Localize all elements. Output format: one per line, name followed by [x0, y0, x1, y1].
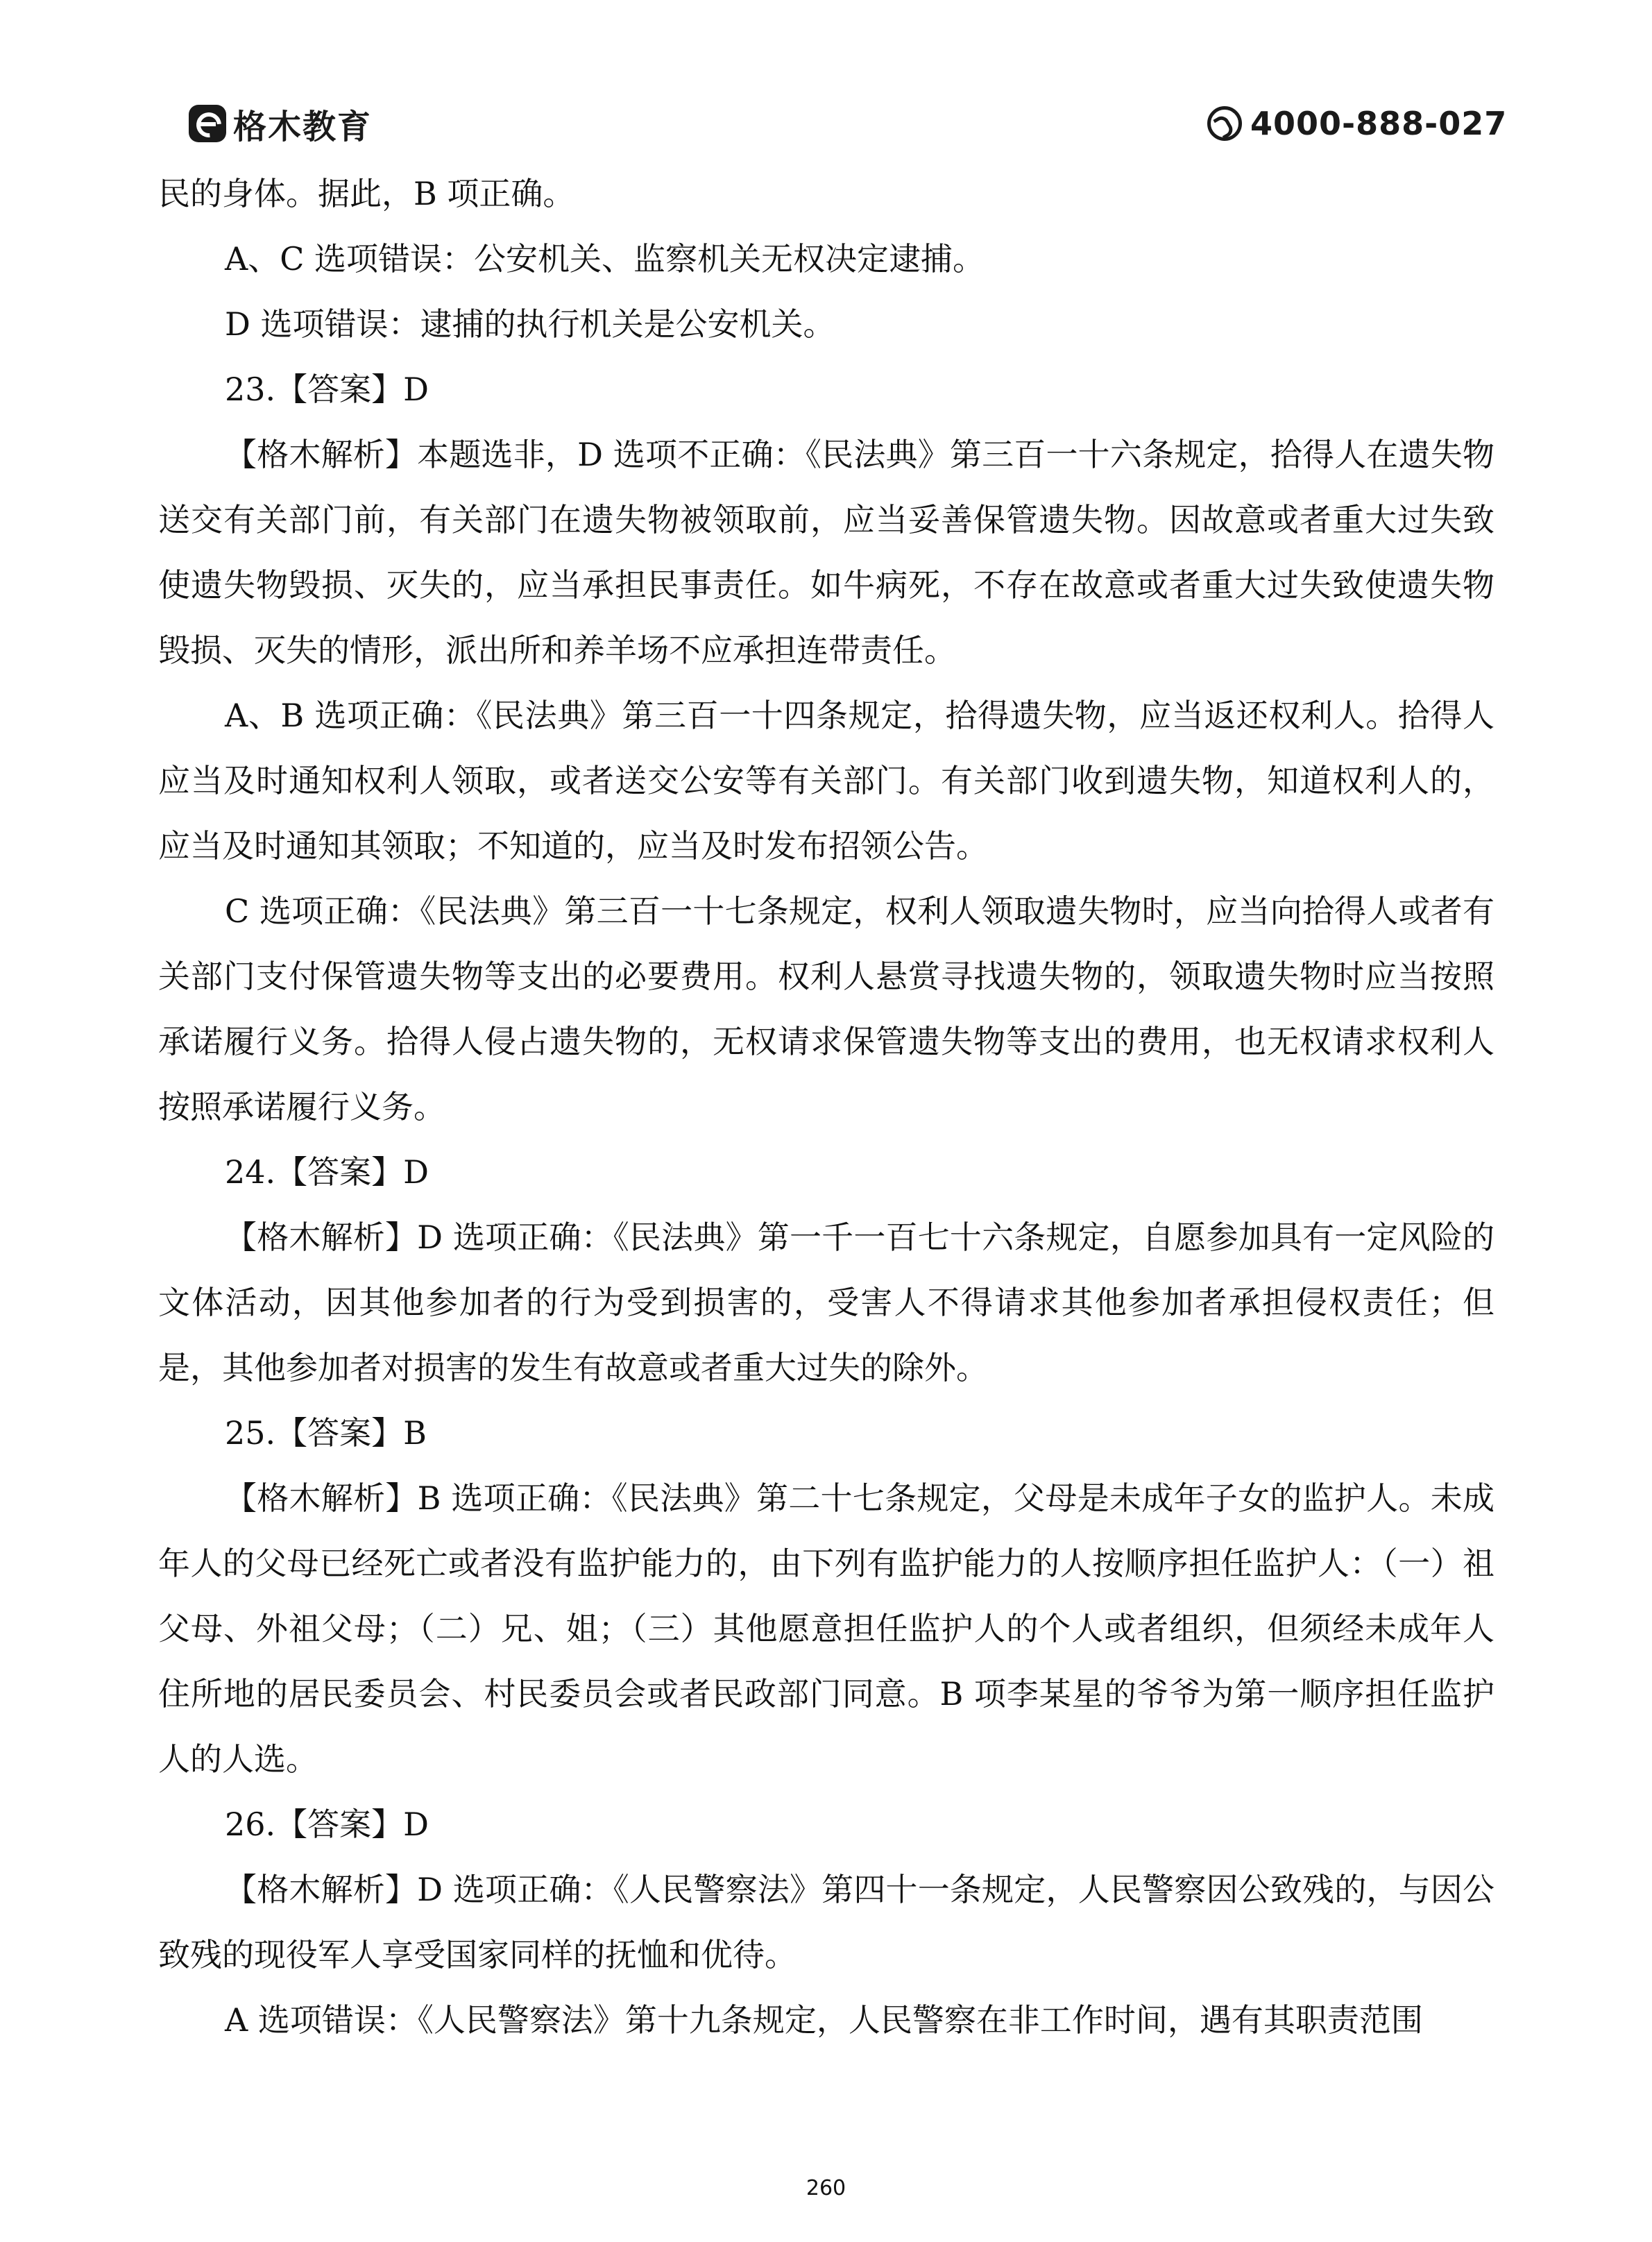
- logo-e-icon: [189, 105, 226, 142]
- page-header: [0, 0, 1652, 160]
- paragraph-continuation: 民的身体。据此，B 项正确。: [158, 175, 575, 212]
- paragraph: 【格木解析】D 选项正确：《人民警察法》第四十一条规定，人民警察因公致残的，与因公致残的现役军人享受国家同样的抚恤和优待。: [158, 1871, 1495, 1973]
- hotline: [1207, 101, 1507, 146]
- answer-heading-23: 23.【答案】D: [225, 371, 429, 408]
- paragraph: D 选项错误：逮捕的执行机关是公安机关。: [225, 305, 835, 343]
- page-number: 260: [806, 2176, 846, 2200]
- logo-text: 格木教育: [233, 107, 373, 146]
- paragraph: A、C 选项错误：公安机关、监察机关无权决定逮捕。: [225, 240, 985, 278]
- paragraph: A、B 选项正确：《民法典》第三百一十四条规定，拾得遗失物，应当返还权利人。拾得人应当及时通知权利人领取，或者送交公安等有关部门。有关部门收到遗失物，知道权利人的，应当及时通知其领取；不知道的，应当及时发布招领公告。: [158, 697, 1495, 865]
- paragraph: C 选项正确：《民法典》第三百一十七条规定，权利人领取遗失物时，应当向拾得人或者有关部门支付保管遗失物等支出的必要费用。权利人悬赏寻找遗失物的，领取遗失物时应当按照承诺履行义务。拾得人侵占遗失物的，无权请求保管遗失物等支出的费用，也无权请求权利人按照承诺履行义务。: [158, 892, 1495, 1126]
- document-body: [158, 161, 1495, 2053]
- hotline-number: 4000-888-027: [1250, 105, 1508, 142]
- phone-icon: [1207, 106, 1242, 141]
- answer-heading-25: 25.【答案】B: [225, 1414, 427, 1452]
- paragraph: 【格木解析】本题选非，D 选项不正确：《民法典》第三百一十六条规定，拾得人在遗失物送交有关部门前，有关部门在遗失物被领取前，应当妥善保管遗失物。因故意或者重大过失致使遗失物毁损、灭失的，应当承担民事责任。如牛病死，不存在故意或者重大过失致使遗失物毁损、灭失的情形，派出所和养羊场不应承担连带责任。: [158, 436, 1495, 669]
- paragraph: 【格木解析】D 选项正确：《民法典》第一千一百七十六条规定，自愿参加具有一定风险的文体活动，因其他参加者的行为受到损害的，受害人不得请求其他参加者承担侵权责任；但是，其他参加者对损害的发生有故意或者重大过失的除外。: [158, 1218, 1495, 1386]
- answer-heading-24: 24.【答案】D: [225, 1153, 429, 1191]
- brand-logo: [189, 103, 372, 144]
- paragraph: 【格木解析】B 选项正确：《民法典》第二十七条规定，父母是未成年子女的监护人。未成年人的父母已经死亡或者没有监护能力的，由下列有监护能力的人按顺序担任监护人：（一）祖父母、外祖父母；（二）兄、姐；（三）其他愿意担任监护人的个人或者组织，但须经未成年人住所地的居民委员会、村民委员会或者民政部门同意。B 项李某星的爷爷为第一顺序担任监护人的人选。: [158, 1479, 1495, 1778]
- answer-heading-26: 26.【答案】D: [225, 1806, 429, 1843]
- paragraph: A 选项错误：《人民警察法》第十九条规定，人民警察在非工作时间，遇有其职责范围: [225, 2001, 1423, 2039]
